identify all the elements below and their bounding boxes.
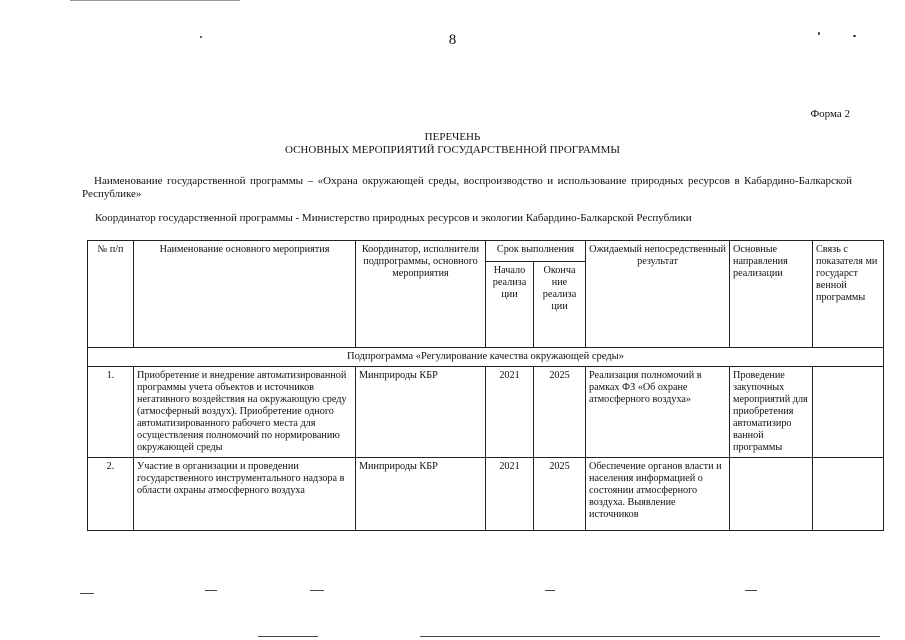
document-title (0, 131, 905, 157)
row-link (813, 367, 884, 458)
header-link: Связь с показателя ми государст венной программы (813, 241, 884, 348)
row-directions (730, 458, 813, 531)
scan-artifact-line (258, 636, 318, 637)
subprogram-row (88, 348, 884, 367)
row-start: 2021 (486, 458, 534, 531)
row-start: 2021 (486, 367, 534, 458)
program-coordinator: Координатор государственной программы - Министерство природных ресурсов и экологии Кабардино-Балкарской Республики (95, 212, 692, 224)
header-directions: Основные направления реализации (730, 241, 813, 348)
scan-artifact-line (310, 590, 324, 591)
table-row (88, 367, 884, 458)
scan-artifact-line (745, 590, 757, 591)
scan-artifact-line (545, 590, 555, 591)
header-num: № п/п (88, 241, 134, 348)
header-result: Ожидаемый непосредственный результат (586, 241, 730, 348)
activities-table (87, 240, 884, 531)
header-coordinator: Координатор, исполнители подпрограммы, основного мероприятия (356, 241, 486, 348)
header-name: Наименование основного мероприятия (134, 241, 356, 348)
row-coordinator: Минприроды КБР (356, 458, 486, 531)
scan-artifact-line (80, 593, 94, 594)
row-directions: Проведение закупочных мероприятий для приобретения автоматизиро ванной программы (730, 367, 813, 458)
header-term: Срок выполнения (486, 241, 586, 262)
row-name: Приобретение и внедрение автоматизированной программы учета объектов и источников негативного воздействия на окружающую среду (атмосферный воздух). Приобретение одного автоматизированного рабочего места для осуществления полномочий по нормированию окружающей среды (134, 367, 356, 458)
row-name: Участие в организации и проведении государственного инструментального надзора в области охраны атмосферного воздуха (134, 458, 356, 531)
title-line-2: ОСНОВНЫХ МЕРОПРИЯТИЙ ГОСУДАРСТВЕННОЙ ПРОГРАММЫ (285, 144, 620, 156)
row-end: 2025 (534, 458, 586, 531)
scan-artifact-line (420, 636, 880, 637)
row-result: Обеспечение органов власти и населения информацией о состоянии атмосферного воздуха. Выявление источников (586, 458, 730, 531)
scan-artifact-line (205, 590, 217, 591)
header-start: Начало реализа ции (486, 262, 534, 348)
scan-artifact-line (70, 0, 240, 1)
row-coordinator: Минприроды КБР (356, 367, 486, 458)
page-number: 8 (448, 32, 457, 48)
table-header-row (88, 241, 884, 262)
form-label: Форма 2 (810, 108, 850, 120)
row-num: 2. (88, 458, 134, 531)
row-num: 1. (88, 367, 134, 458)
header-end: Оконча ние реализа ции (534, 262, 586, 348)
table-row (88, 458, 884, 531)
row-end: 2025 (534, 367, 586, 458)
title-line-1: ПЕРЕЧЕНЬ (424, 131, 481, 143)
row-link (813, 458, 884, 531)
program-name: Наименование государственной программы – «Охрана окружающей среды, воспроизводство и использование природных ресурсов в Кабардино-Балкарской Республике» (82, 175, 852, 200)
row-result: Реализация полномочий в рамках ФЗ «Об охране атмосферного воздуха» (586, 367, 730, 458)
subprogram-title: Подпрограмма «Регулирование качества окружающей среды» (88, 348, 884, 367)
